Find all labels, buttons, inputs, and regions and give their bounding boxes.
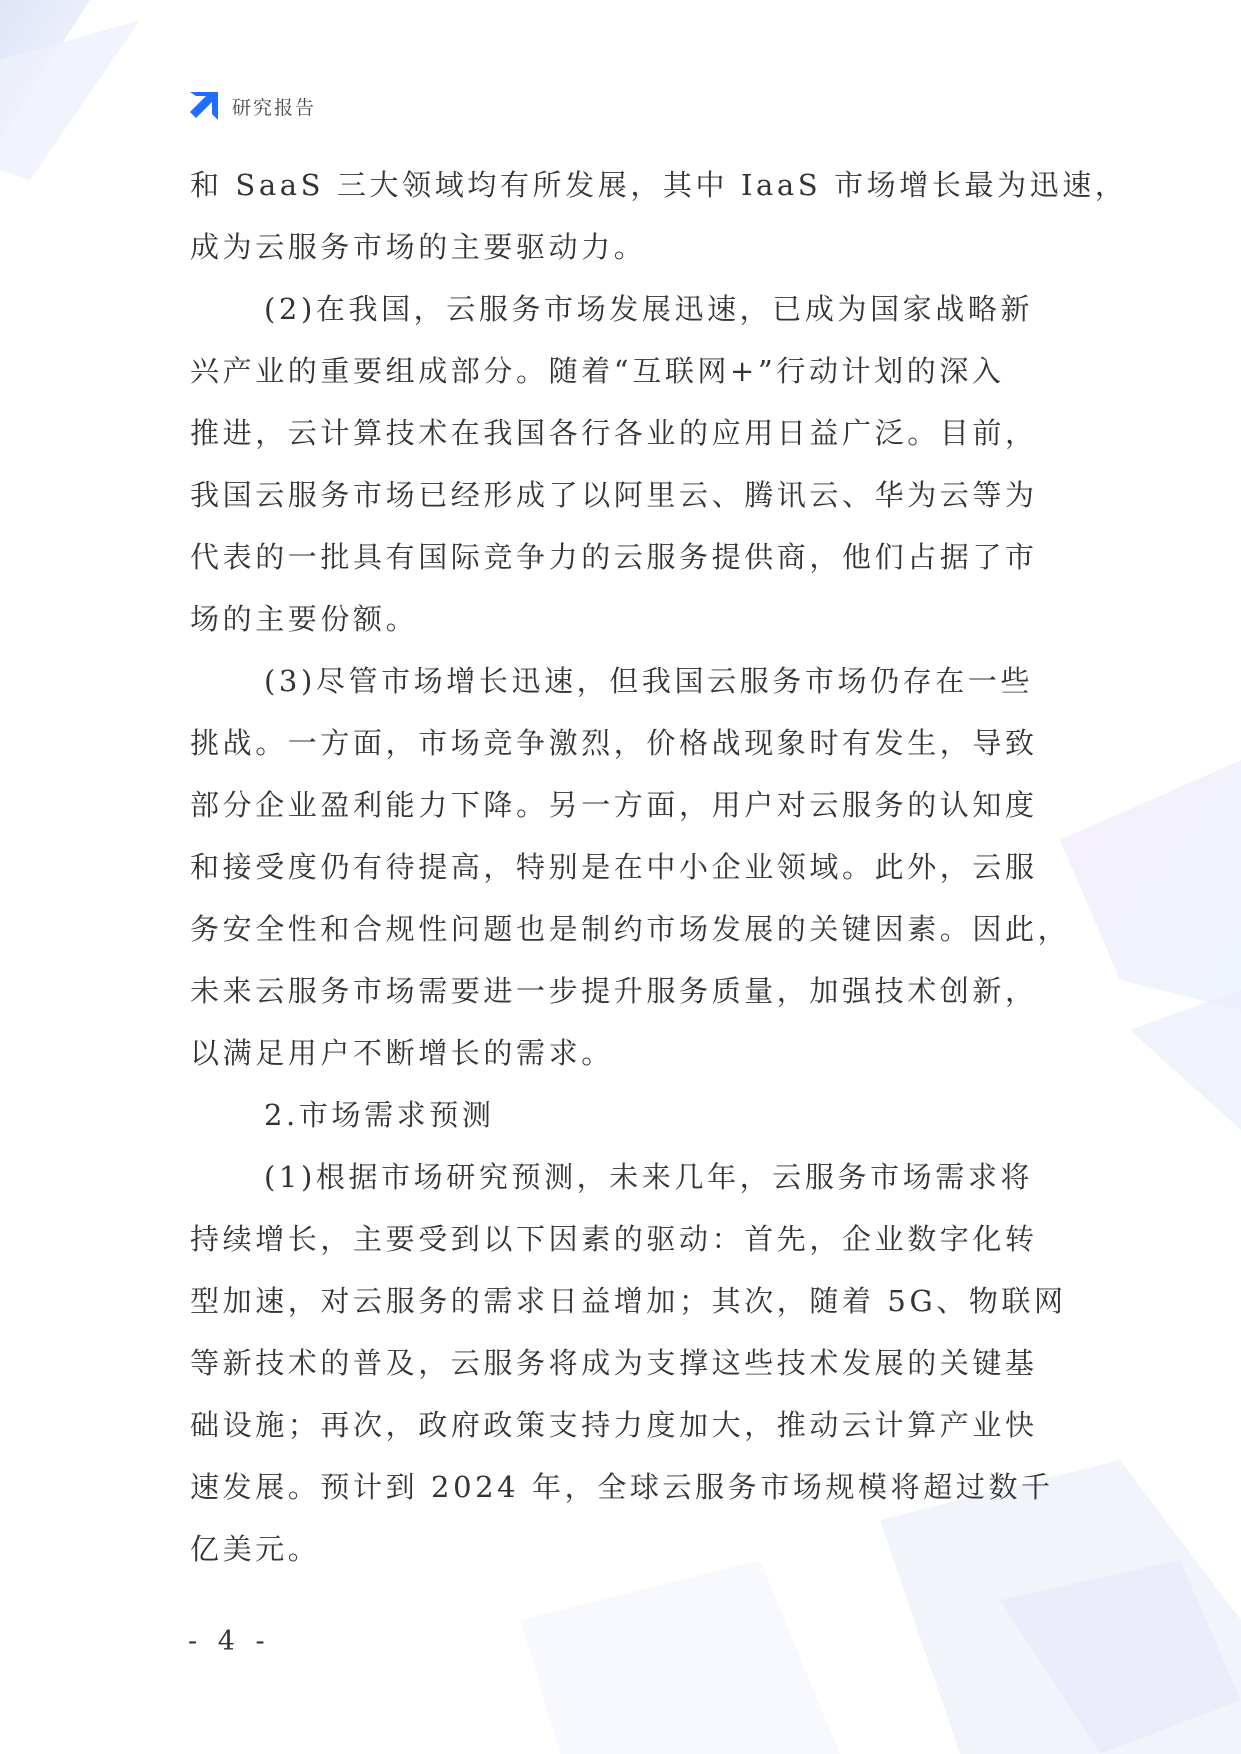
paragraph-line: 部分企业盈利能力下降。另一方面，用户对云服务的认知度 [190, 788, 1038, 822]
paragraph-line: 础设施；再次，政府政策支持力度加大，推动云计算产业快 [190, 1408, 1038, 1442]
paragraph-line: (2)在我国，云服务市场发展迅速，已成为国家战略新 [264, 292, 1034, 326]
report-header [186, 88, 316, 124]
arrow-up-right-icon [186, 90, 220, 122]
paragraph-line: 推进，云计算技术在我国各行各业的应用日益广泛。目前， [190, 416, 1038, 450]
paragraph-line: (1)根据市场研究预测，未来几年，云服务市场需求将 [264, 1160, 1034, 1194]
paragraph-line: 挑战。一方面，市场竞争激烈，价格战现象时有发生，导致 [190, 726, 1038, 760]
header-title: 研究报告 [232, 96, 317, 119]
paragraph-line: 等新技术的普及，云服务将成为支撑这些技术发展的关键基 [190, 1346, 1038, 1380]
paragraph-line: 务安全性和合规性问题也是制约市场发展的关键因素。因此， [190, 912, 1071, 946]
paragraph-line: 以满足用户不断增长的需求。 [190, 1036, 614, 1070]
paragraph-line: 成为云服务市场的主要驱动力。 [190, 230, 647, 264]
paragraph-line: 兴产业的重要组成部分。随着“互联网+”行动计划的深入 [190, 354, 1005, 388]
paragraph-line: 速发展。预计到 2024 年，全球云服务市场规模将超过数千 [190, 1470, 1054, 1504]
paragraph-line: 场的主要份额。 [190, 602, 419, 636]
paragraph-line: 我国云服务市场已经形成了以阿里云、腾讯云、华为云等为 [190, 478, 1038, 512]
section-heading: 2.市场需求预测 [264, 1098, 495, 1132]
paragraph-line: 持续增长，主要受到以下因素的驱动：首先，企业数字化转 [190, 1222, 1038, 1256]
paragraph-line: 未来云服务市场需要进一步提升服务质量，加强技术创新， [190, 974, 1038, 1008]
paragraph-line: (3)尽管市场增长迅速，但我国云服务市场仍存在一些 [264, 664, 1034, 698]
paragraph-line: 代表的一批具有国际竞争力的云服务提供商，他们占据了市 [190, 540, 1038, 574]
paragraph-line: 型加速，对云服务的需求日益增加；其次，随着 5G、物联网 [190, 1284, 1067, 1318]
page-number: - 4 - [188, 1626, 271, 1657]
paragraph-line: 亿美元。 [190, 1532, 321, 1566]
paragraph-line: 和 SaaS 三大领域均有所发展，其中 IaaS 市场增长最为迅速， [190, 168, 1128, 202]
paragraph-line: 和接受度仍有待提高，特别是在中小企业领域。此外，云服 [190, 850, 1038, 884]
body-text [190, 154, 1128, 1580]
